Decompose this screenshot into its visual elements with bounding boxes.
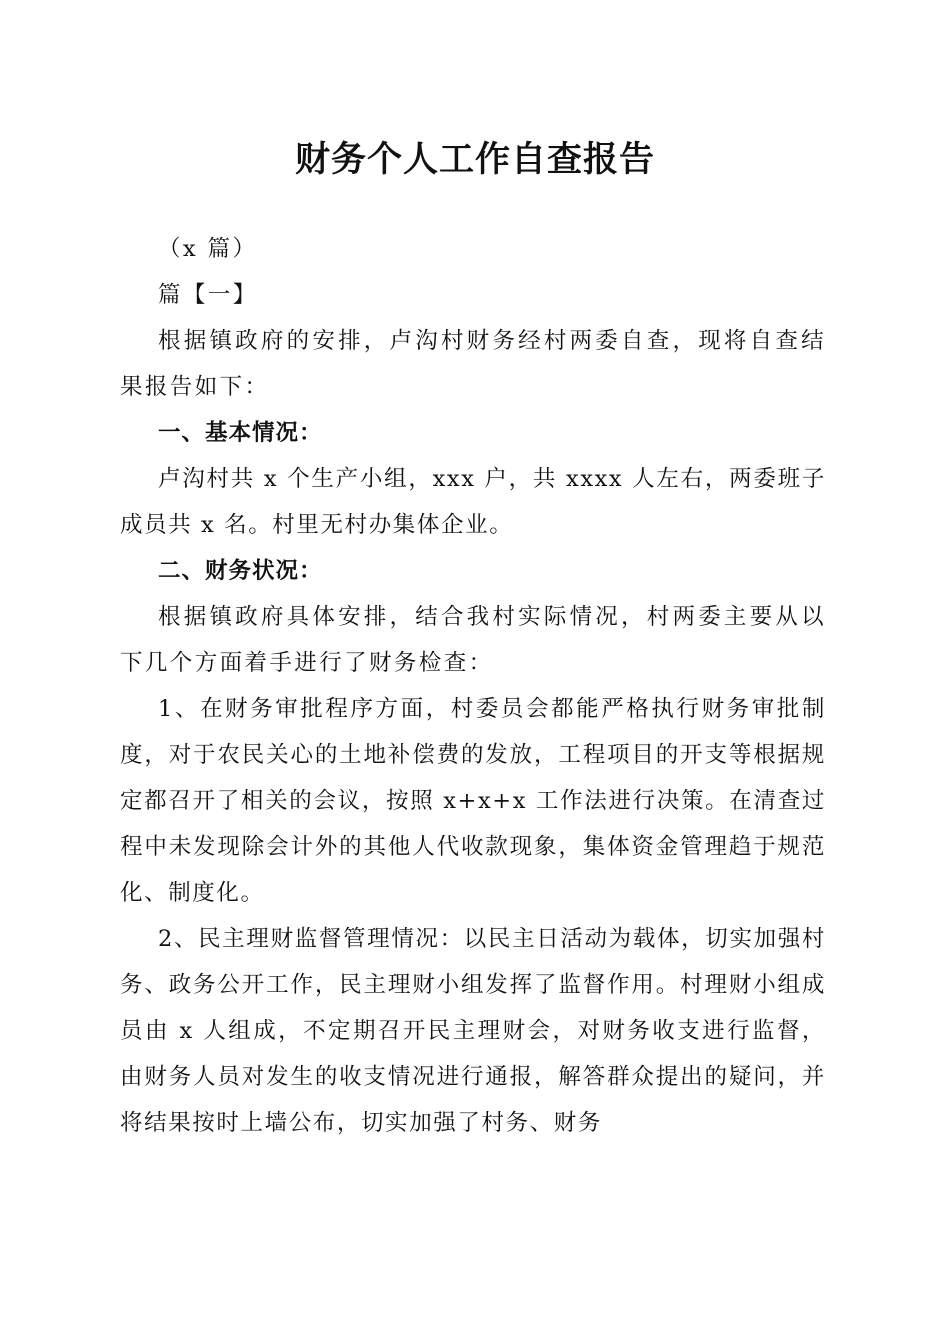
approval-procedure-paragraph: 1、在财务审批程序方面，村委员会都能严格执行财务审批制度，对于农民关心的土地补偿费的发放，工程项目的开支等根据规定都召开了相关的会议，按照 x+x+x 工作法进行决策。在清查过程中未发现除会计外的其他人代收款现象，集体资金管理趋于规范化、制度化。 xyxy=(120,696,826,906)
intro-paragraph: 根据镇政府的安排，卢沟村财务经村两委自查，现将自查结果报告如下： xyxy=(120,328,826,400)
section-heading-basic-info: 一、基本情况： xyxy=(158,420,323,446)
document-body xyxy=(120,226,826,1146)
document-title: 财务个人工作自查报告 xyxy=(294,139,655,180)
part-heading: 篇【一】 xyxy=(158,282,258,308)
section-count: （x 篇） xyxy=(158,236,258,262)
democratic-oversight-paragraph: 2、民主理财监督管理情况：以民主日活动为载体，切实加强村务、政务公开工作，民主理财小组发挥了监督作用。村理财小组成员由 x 人组成，不定期召开民主理财会，对财务收支进行监督，由财务人员对发生的收支情况进行通报，解答群众提出的疑问，并将结果按时上墙公布，切实加强了村务、财务 xyxy=(120,926,826,1136)
finance-status-paragraph: 根据镇政府具体安排，结合我村实际情况，村两委主要从以下几个方面着手进行了财务检查： xyxy=(120,604,826,676)
section-heading-finance-status: 二、财务状况： xyxy=(158,558,323,584)
basic-info-paragraph: 卢沟村共 x 个生产小组，xxx 户，共 xxxx 人左右，两委班子成员共 x 名。村里无村办集体企业。 xyxy=(120,466,826,538)
